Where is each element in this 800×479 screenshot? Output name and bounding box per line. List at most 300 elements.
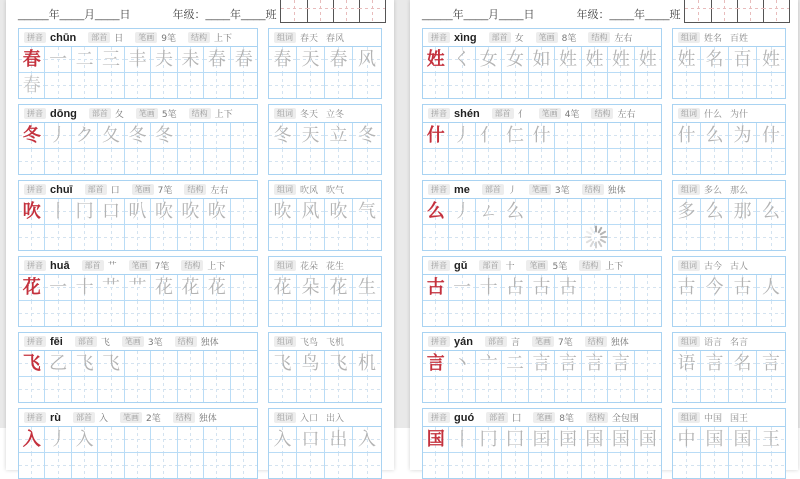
character-block — [18, 256, 382, 327]
stroke-order-section — [422, 332, 662, 403]
main-character: 什 — [426, 124, 445, 146]
stroke-step-char: 丶 — [453, 352, 472, 374]
words-grid — [673, 350, 785, 402]
radical-value: 亻 — [517, 110, 527, 120]
practice-cell — [72, 73, 98, 98]
word-practice-cell — [297, 73, 325, 98]
stroke-order-grid — [423, 350, 661, 402]
strokes-value: 8笔 — [561, 34, 577, 44]
structure-badge: 结构 — [188, 32, 210, 43]
practice-cell — [204, 149, 230, 174]
practice-cell — [476, 47, 502, 73]
word-practice-cell — [729, 275, 757, 301]
stroke-step-char: 夫 — [154, 48, 173, 70]
structure-value: 左右 — [614, 34, 633, 44]
word-practice-cell — [297, 149, 325, 174]
word-2: 吹气 — [326, 186, 345, 196]
character-block — [422, 256, 786, 327]
word-char: 吹 — [329, 200, 348, 222]
stroke-step-char: 花 — [181, 276, 200, 298]
practice-cell — [151, 123, 177, 149]
practice-cell — [98, 225, 124, 250]
strokes-value: 3笔 — [147, 338, 163, 348]
word-char: 生 — [358, 276, 376, 298]
stroke-step-char: 三 — [102, 48, 121, 70]
word-char: 入 — [273, 428, 292, 450]
pinyin-badge: 拼音 — [24, 184, 46, 195]
stroke-order-section — [18, 332, 258, 403]
word-practice-cell — [729, 427, 757, 453]
word-practice-cell — [673, 225, 701, 250]
word-1: 古今 — [704, 262, 723, 272]
word-practice-cell — [757, 301, 785, 326]
stroke-step-char: 丿 — [49, 428, 68, 450]
radical-value: 囗 — [512, 414, 522, 424]
practice-cell — [502, 225, 528, 250]
word-practice-cell — [701, 301, 729, 326]
practice-cell — [125, 377, 151, 402]
word-practice-cell — [673, 301, 701, 326]
structure-badge: 结构 — [582, 184, 604, 195]
strokes-value: 7笔 — [154, 262, 170, 272]
stroke-step-char: 囯 — [532, 428, 551, 450]
practice-cell — [529, 301, 555, 326]
practice-cell — [19, 377, 45, 402]
radical-value: 言 — [510, 338, 520, 348]
word-practice-cell — [269, 199, 297, 225]
word-practice-cell — [701, 47, 729, 73]
practice-cell — [502, 47, 528, 73]
word-practice-cell — [297, 301, 325, 326]
practice-cell — [72, 225, 98, 250]
practice-cell — [72, 123, 98, 149]
word-practice-cell — [297, 453, 325, 478]
practice-cell — [449, 453, 475, 478]
word-practice-cell — [673, 123, 701, 149]
radical-value: 十 — [505, 262, 515, 272]
radical-value: 夂 — [114, 110, 124, 120]
practice-cell — [98, 73, 124, 98]
practice-cell — [45, 453, 71, 478]
word-char: 鸟 — [301, 352, 320, 374]
structure-value: 左右 — [210, 186, 229, 196]
practice-cell — [476, 225, 502, 250]
character-block — [422, 28, 786, 99]
character-block — [18, 332, 382, 403]
stroke-order-section — [422, 256, 662, 327]
stroke-step-char: 吹 — [207, 200, 226, 222]
character-block — [18, 408, 382, 479]
stroke-order-section — [422, 180, 662, 251]
grade-label: 年级： — [576, 9, 610, 21]
words-badge: 组词 — [678, 336, 700, 347]
practice-cell — [582, 149, 608, 174]
stroke-step-char: 什 — [532, 124, 551, 146]
block-info-header — [423, 181, 661, 198]
practice-cell — [151, 73, 177, 98]
stroke-step-char: 么 — [506, 200, 525, 222]
practice-cell — [582, 47, 608, 73]
word-practice-cell — [673, 199, 701, 225]
stroke-step-char: 冬 — [128, 124, 147, 146]
stroke-step-char: 女 — [479, 48, 498, 70]
practice-cell — [529, 73, 555, 98]
practice-cell — [635, 225, 661, 250]
practice-cell — [476, 351, 502, 377]
block-info-header — [423, 257, 661, 274]
stroke-order-section — [18, 180, 258, 251]
radical-value: 丿 — [507, 186, 517, 196]
word-practice-cell — [729, 199, 757, 225]
word-2: 那么 — [730, 186, 749, 196]
stroke-order-section — [18, 28, 258, 99]
stroke-step-char: 亻 — [479, 124, 498, 146]
main-character: 吹 — [22, 200, 41, 222]
word-practice-cell — [729, 453, 757, 478]
word-char: 中 — [677, 428, 696, 450]
words-grid — [673, 274, 785, 326]
stroke-step-char: 未 — [181, 48, 200, 70]
practice-cell — [151, 275, 177, 301]
word-practice-cell — [757, 47, 785, 73]
structure-value: 上下 — [214, 34, 233, 44]
word-practice-cell — [673, 73, 701, 98]
stroke-step-char: 冂 — [479, 428, 498, 450]
word-char: 语 — [677, 352, 696, 374]
pinyin-value: fēi — [50, 335, 63, 348]
words-grid — [269, 122, 381, 174]
word-char: 冬 — [358, 124, 376, 146]
stroke-order-grid — [19, 426, 257, 478]
grade-line: ____年____班 — [205, 9, 277, 21]
block-info-header — [19, 257, 257, 274]
practice-cell — [125, 123, 151, 149]
word-practice-cell — [269, 351, 297, 377]
words-grid — [673, 198, 785, 250]
practice-cell — [178, 225, 204, 250]
word-practice-cell — [269, 47, 297, 73]
stroke-step-char: 飞 — [102, 352, 121, 374]
words-section — [672, 180, 786, 251]
stroke-step-char: 囗 — [506, 428, 525, 450]
stroke-step-char: ㄥ — [479, 200, 498, 222]
character-block — [422, 332, 786, 403]
practice-cell — [151, 351, 177, 377]
word-practice-cell — [701, 73, 729, 98]
stroke-order-section — [422, 408, 662, 479]
pinyin-badge: 拼音 — [24, 108, 46, 119]
radical-badge: 部首 — [75, 336, 97, 347]
practice-cell — [178, 73, 204, 98]
pinyin-value: xìng — [454, 31, 477, 44]
stroke-step-char: 一 — [49, 48, 68, 70]
practice-cell — [476, 275, 502, 301]
practice-cell — [635, 199, 661, 225]
word-practice-cell — [757, 377, 785, 402]
word-2: 名言 — [730, 338, 749, 348]
word-char: 那 — [733, 200, 752, 222]
structure-badge: 结构 — [588, 32, 610, 43]
word-practice-cell — [701, 225, 729, 250]
structure-badge: 结构 — [586, 412, 608, 423]
stroke-step-char: 丨 — [453, 428, 472, 450]
practice-cell — [98, 377, 124, 402]
word-practice-cell — [353, 73, 381, 98]
stroke-order-grid — [423, 274, 661, 326]
word-practice-cell — [673, 275, 701, 301]
practice-cell — [231, 225, 257, 250]
practice-cell — [423, 453, 449, 478]
practice-cell — [502, 427, 528, 453]
word-practice-cell — [297, 275, 325, 301]
practice-cell — [582, 275, 608, 301]
practice-cell — [502, 199, 528, 225]
practice-cell — [423, 73, 449, 98]
practice-cell — [608, 73, 634, 98]
word-practice-cell — [729, 377, 757, 402]
structure-value: 上下 — [207, 262, 226, 272]
practice-cell — [476, 301, 502, 326]
word-practice-cell — [269, 225, 297, 250]
name-box-cell — [711, 0, 738, 22]
practice-cell — [72, 301, 98, 326]
practice-cell — [476, 149, 502, 174]
practice-cell — [19, 301, 45, 326]
practice-cell — [98, 123, 124, 149]
stroke-order-grid — [423, 426, 661, 478]
word-practice-cell — [673, 149, 701, 174]
main-character: 春 — [22, 48, 41, 70]
practice-cell — [476, 199, 502, 225]
structure-badge: 结构 — [189, 108, 211, 119]
stroke-order-grid — [19, 46, 257, 98]
practice-cell — [204, 123, 230, 149]
block-info-header — [19, 181, 257, 198]
practice-cell — [19, 351, 45, 377]
structure-value: 独体 — [610, 338, 629, 348]
words-badge: 组词 — [678, 260, 700, 271]
word-practice-cell — [269, 427, 297, 453]
practice-cell — [45, 351, 71, 377]
stroke-step-char: 姓 — [558, 48, 577, 70]
practice-cell — [151, 199, 177, 225]
practice-cell — [423, 275, 449, 301]
practice-cell — [635, 377, 661, 402]
radical-value: 入 — [99, 414, 109, 424]
words-section — [672, 28, 786, 99]
practice-cell — [582, 377, 608, 402]
practice-cell — [582, 351, 608, 377]
strokes-badge: 笔画 — [533, 412, 555, 423]
word-practice-cell — [325, 275, 353, 301]
practice-cell — [423, 199, 449, 225]
word-char: 今 — [705, 276, 724, 298]
word-2: 花生 — [326, 262, 345, 272]
word-1: 花朵 — [300, 262, 319, 272]
stroke-step-char: 二 — [506, 352, 525, 374]
practice-cell — [231, 123, 257, 149]
main-character: 入 — [22, 428, 41, 450]
stroke-step-char: 如 — [532, 48, 551, 70]
words-section — [268, 256, 382, 327]
pinyin-value: gǔ — [454, 259, 468, 272]
pinyin-badge: 拼音 — [428, 260, 450, 271]
words-badge: 组词 — [274, 336, 296, 347]
strokes-value: 2笔 — [146, 414, 161, 424]
stroke-order-section — [18, 104, 258, 175]
main-character: 冬 — [22, 124, 41, 146]
strokes-badge: 笔画 — [129, 260, 151, 271]
practice-cell — [151, 301, 177, 326]
practice-cell — [449, 123, 475, 149]
strokes-badge: 笔画 — [132, 184, 154, 195]
word-practice-cell — [757, 427, 785, 453]
word-practice-cell — [297, 225, 325, 250]
word-practice-cell — [325, 427, 353, 453]
word-char: 姓 — [762, 48, 780, 70]
word-practice-cell — [701, 149, 729, 174]
name-box-grid — [684, 0, 790, 23]
practice-cell — [19, 73, 45, 98]
stroke-step-char: 艹 — [128, 276, 147, 298]
word-2: 飞机 — [326, 338, 345, 348]
word-practice-cell — [701, 377, 729, 402]
stroke-order-grid — [19, 122, 257, 174]
word-char: 花 — [273, 276, 292, 298]
practice-cell — [502, 275, 528, 301]
radical-badge: 部首 — [486, 412, 508, 423]
stroke-step-char: 春 — [234, 48, 253, 70]
word-practice-cell — [269, 377, 297, 402]
stroke-step-char: 古 — [558, 276, 577, 298]
practice-cell — [178, 453, 204, 478]
word-char: 吹 — [273, 200, 292, 222]
practice-cell — [529, 351, 555, 377]
structure-badge: 结构 — [579, 260, 601, 271]
stroke-step-char: 入 — [75, 428, 94, 450]
block-info-header — [19, 29, 257, 46]
stroke-step-char: 姓 — [585, 48, 604, 70]
word-practice-cell — [325, 149, 353, 174]
word-practice-cell — [325, 123, 353, 149]
practice-cell — [19, 225, 45, 250]
practice-cell — [423, 47, 449, 73]
word-2: 出入 — [326, 414, 345, 424]
practice-cell — [635, 73, 661, 98]
practice-cell — [555, 123, 581, 149]
words-header — [673, 409, 785, 426]
practice-cell — [502, 377, 528, 402]
practice-cell — [608, 301, 634, 326]
name-box-cell — [333, 0, 360, 22]
word-practice-cell — [701, 453, 729, 478]
practice-cell — [608, 275, 634, 301]
structure-value: 全包围 — [611, 414, 639, 424]
practice-cell — [98, 275, 124, 301]
word-practice-cell — [325, 47, 353, 73]
words-grid — [673, 426, 785, 478]
strokes-badge: 笔画 — [539, 108, 561, 119]
name-box-cell — [359, 0, 385, 22]
practice-cell — [529, 199, 555, 225]
practice-cell — [231, 301, 257, 326]
word-char: 立 — [329, 124, 348, 146]
practice-cell — [582, 453, 608, 478]
practice-cell — [151, 453, 177, 478]
practice-cell — [582, 427, 608, 453]
grade-label: 年级： — [172, 9, 206, 21]
practice-cell — [608, 453, 634, 478]
stroke-step-char: 花 — [207, 276, 226, 298]
word-char: 姓 — [677, 48, 696, 70]
word-1: 飞鸟 — [300, 338, 319, 348]
stroke-step-char: 言 — [611, 352, 630, 374]
strokes-badge: 笔画 — [526, 260, 548, 271]
word-char: 气 — [358, 200, 376, 222]
practice-cell — [204, 427, 230, 453]
practice-cell — [555, 199, 581, 225]
word-practice-cell — [353, 149, 381, 174]
pinyin-value: shén — [454, 107, 480, 120]
word-practice-cell — [353, 47, 381, 73]
radical-value: 女 — [514, 34, 524, 44]
strokes-value: 5笔 — [552, 262, 568, 272]
stroke-step-char: 古 — [532, 276, 551, 298]
word-practice-cell — [353, 453, 381, 478]
radical-badge: 部首 — [85, 184, 107, 195]
practice-cell — [204, 351, 230, 377]
radical-value: 艹 — [107, 262, 117, 272]
practice-cell — [476, 427, 502, 453]
practice-cell — [608, 351, 634, 377]
practice-cell — [502, 351, 528, 377]
word-2: 立冬 — [326, 110, 345, 120]
stroke-step-char: 姓 — [638, 48, 657, 70]
practice-cell — [125, 199, 151, 225]
word-practice-cell — [673, 377, 701, 402]
practice-cell — [19, 453, 45, 478]
practice-cell — [98, 351, 124, 377]
name-box-grid — [280, 0, 386, 23]
practice-cell — [449, 377, 475, 402]
stroke-step-char: 叭 — [128, 200, 147, 222]
word-char: 名 — [733, 352, 752, 374]
word-practice-cell — [325, 73, 353, 98]
strokes-badge: 笔画 — [120, 412, 142, 423]
structure-badge: 结构 — [181, 260, 203, 271]
words-header — [673, 105, 785, 122]
practice-cell — [45, 301, 71, 326]
practice-cell — [72, 351, 98, 377]
words-grid — [269, 426, 381, 478]
practice-cell — [502, 453, 528, 478]
practice-cell — [476, 73, 502, 98]
practice-cell — [98, 149, 124, 174]
practice-cell — [72, 149, 98, 174]
word-char: 人 — [762, 276, 780, 298]
words-header — [269, 257, 381, 274]
word-1: 入口 — [300, 414, 319, 424]
practice-cell — [178, 351, 204, 377]
pinyin-value: chuī — [50, 183, 73, 196]
block-info-header — [423, 333, 661, 350]
word-practice-cell — [757, 123, 785, 149]
main-character: 国 — [426, 428, 445, 450]
grade-line: ____年____班 — [609, 9, 681, 21]
strokes-value: 7笔 — [157, 186, 173, 196]
word-practice-cell — [325, 377, 353, 402]
name-box-cell — [685, 0, 712, 22]
